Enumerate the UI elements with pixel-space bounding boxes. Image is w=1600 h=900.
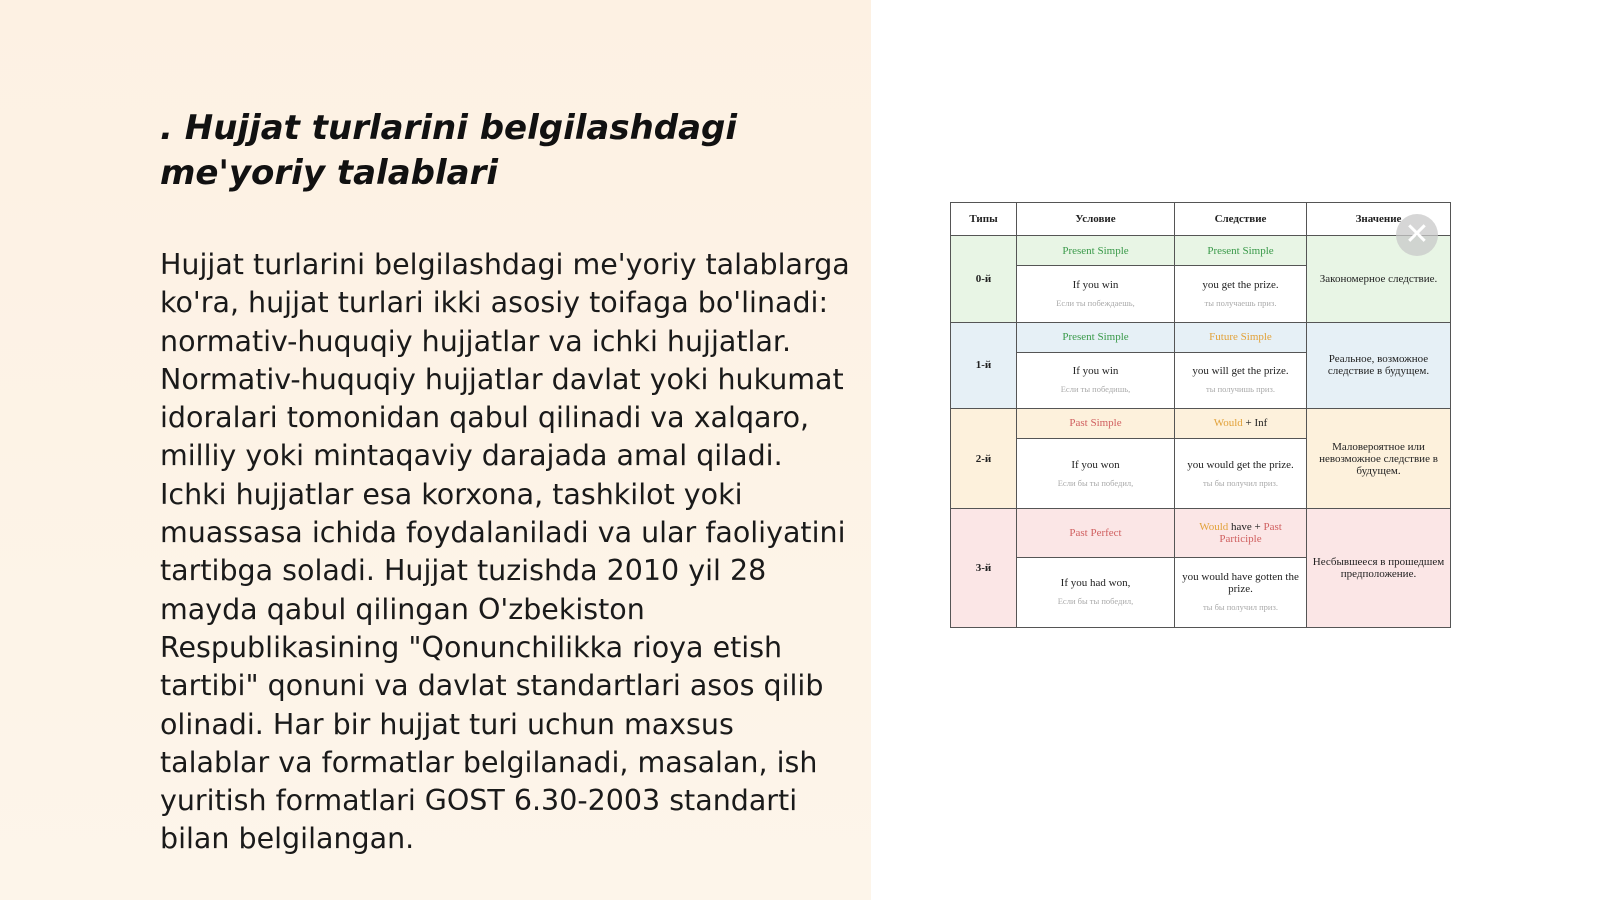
result-tense-modal: Would: [1213, 417, 1243, 430]
condition-cell: [1017, 352, 1175, 408]
condition-cell: [1017, 266, 1175, 322]
header-types: Типы: [951, 203, 1017, 236]
result-tense-modal: Would: [1199, 521, 1229, 533]
condition-translation: Если бы ты победил,: [1057, 596, 1134, 607]
result-cell: [1175, 352, 1307, 408]
header-condition: Условие: [1017, 203, 1175, 236]
condition-tense-cell: Present Simple: [1017, 236, 1175, 266]
result-text: you will get the prize.: [1192, 365, 1289, 378]
condition-text: If you win: [1072, 365, 1119, 378]
table-row: [951, 408, 1451, 438]
condition-tense-cell: Past Simple: [1017, 408, 1175, 438]
result-cell: [1175, 557, 1307, 627]
condition-cell: [1017, 557, 1175, 627]
result-translation: ты получишь приз.: [1206, 384, 1275, 395]
result-cell: [1175, 439, 1307, 509]
meaning-cell: Маловероятное или невозможное следствие в будущем.: [1307, 408, 1451, 508]
result-translation: ты бы получил приз.: [1203, 477, 1278, 488]
result-tense-participle: Past Participle: [1219, 521, 1282, 545]
conditionals-table: [950, 202, 1451, 628]
table-row: [951, 509, 1451, 557]
result-cell: [1175, 266, 1307, 322]
result-tense-cell: Future Simple: [1175, 322, 1307, 352]
condition-text: If you won: [1071, 458, 1120, 471]
meaning-cell: Несбывшееся в прошедшем предположение.: [1307, 509, 1451, 628]
slide-title: . Hujjat turlarini belgilashdagi me'yoriy talablari: [160, 108, 738, 193]
result-tense-cell: [1175, 408, 1307, 438]
type-cell: 0-й: [951, 236, 1017, 322]
table-row: [951, 236, 1451, 266]
result-text: you get the prize.: [1202, 278, 1279, 291]
condition-tense-cell: Present Simple: [1017, 322, 1175, 352]
slide-body-text: Hujjat turlarini belgilashdagi me'yoriy talablarga ko'ra, hujjat turlari ikki asosiy toifaga bo'linadi: normativ-huquqiy hujjatlar va ichki hujjatlar. Normativ-huquqiy hujjatlar davlat yoki hukumat idoralari tomonidan qabul qilinadi va xalqaro, milliy yoki mintaqaviy darajada amal qiladi. Ichki hujjatlar esa korxona, tashkilot yoki muassasa ichida foydalaniladi va ular faoliyatini tartibga soladi. Hujjat tuzishda 2010 yil 28 mayda qabul qilingan O'zbekiston Respublikasining "Qonunchilikka rioya etish tartibi" qonuni va davlat standartlari asos qilib olinadi. Har bir hujjat turi uchun maxsus talablar va formatlar belgilanadi, masalan, ish yuritish formatlari GOST 6.30-2003 standarti bilan belgilangan.: [160, 248, 850, 856]
result-text: you would have gotten the prize.: [1182, 571, 1299, 596]
header-meaning: Значение: [1307, 203, 1451, 236]
meaning-cell: Реальное, возможное следствие в будущем.: [1307, 322, 1451, 408]
meaning-cell: Закономерное следствие.: [1307, 236, 1451, 322]
condition-text: If you win: [1072, 278, 1119, 291]
table-header-row: [951, 203, 1451, 236]
condition-translation: Если бы ты победил,: [1057, 477, 1134, 488]
condition-text: If you had won,: [1060, 577, 1131, 590]
condition-translation: Если ты победишь,: [1060, 384, 1131, 395]
result-tense-rest: + Inf: [1245, 417, 1268, 430]
result-translation: ты получаешь приз.: [1204, 297, 1277, 308]
result-tense-rest: have +: [1231, 521, 1261, 533]
result-tense-cell: Present Simple: [1175, 236, 1307, 266]
result-text: you would get the prize.: [1187, 458, 1294, 471]
type-cell: 2-й: [951, 408, 1017, 508]
type-cell: 3-й: [951, 509, 1017, 628]
result-tense-cell: [1175, 509, 1307, 557]
condition-tense-cell: Past Perfect: [1017, 509, 1175, 557]
condition-cell: [1017, 439, 1175, 509]
type-cell: 1-й: [951, 322, 1017, 408]
condition-translation: Если ты побеждаешь,: [1056, 297, 1135, 308]
close-icon[interactable]: ✕: [1396, 214, 1438, 256]
result-translation: ты бы получил приз.: [1203, 602, 1278, 613]
table-row: [951, 322, 1451, 352]
header-result: Следствие: [1175, 203, 1307, 236]
